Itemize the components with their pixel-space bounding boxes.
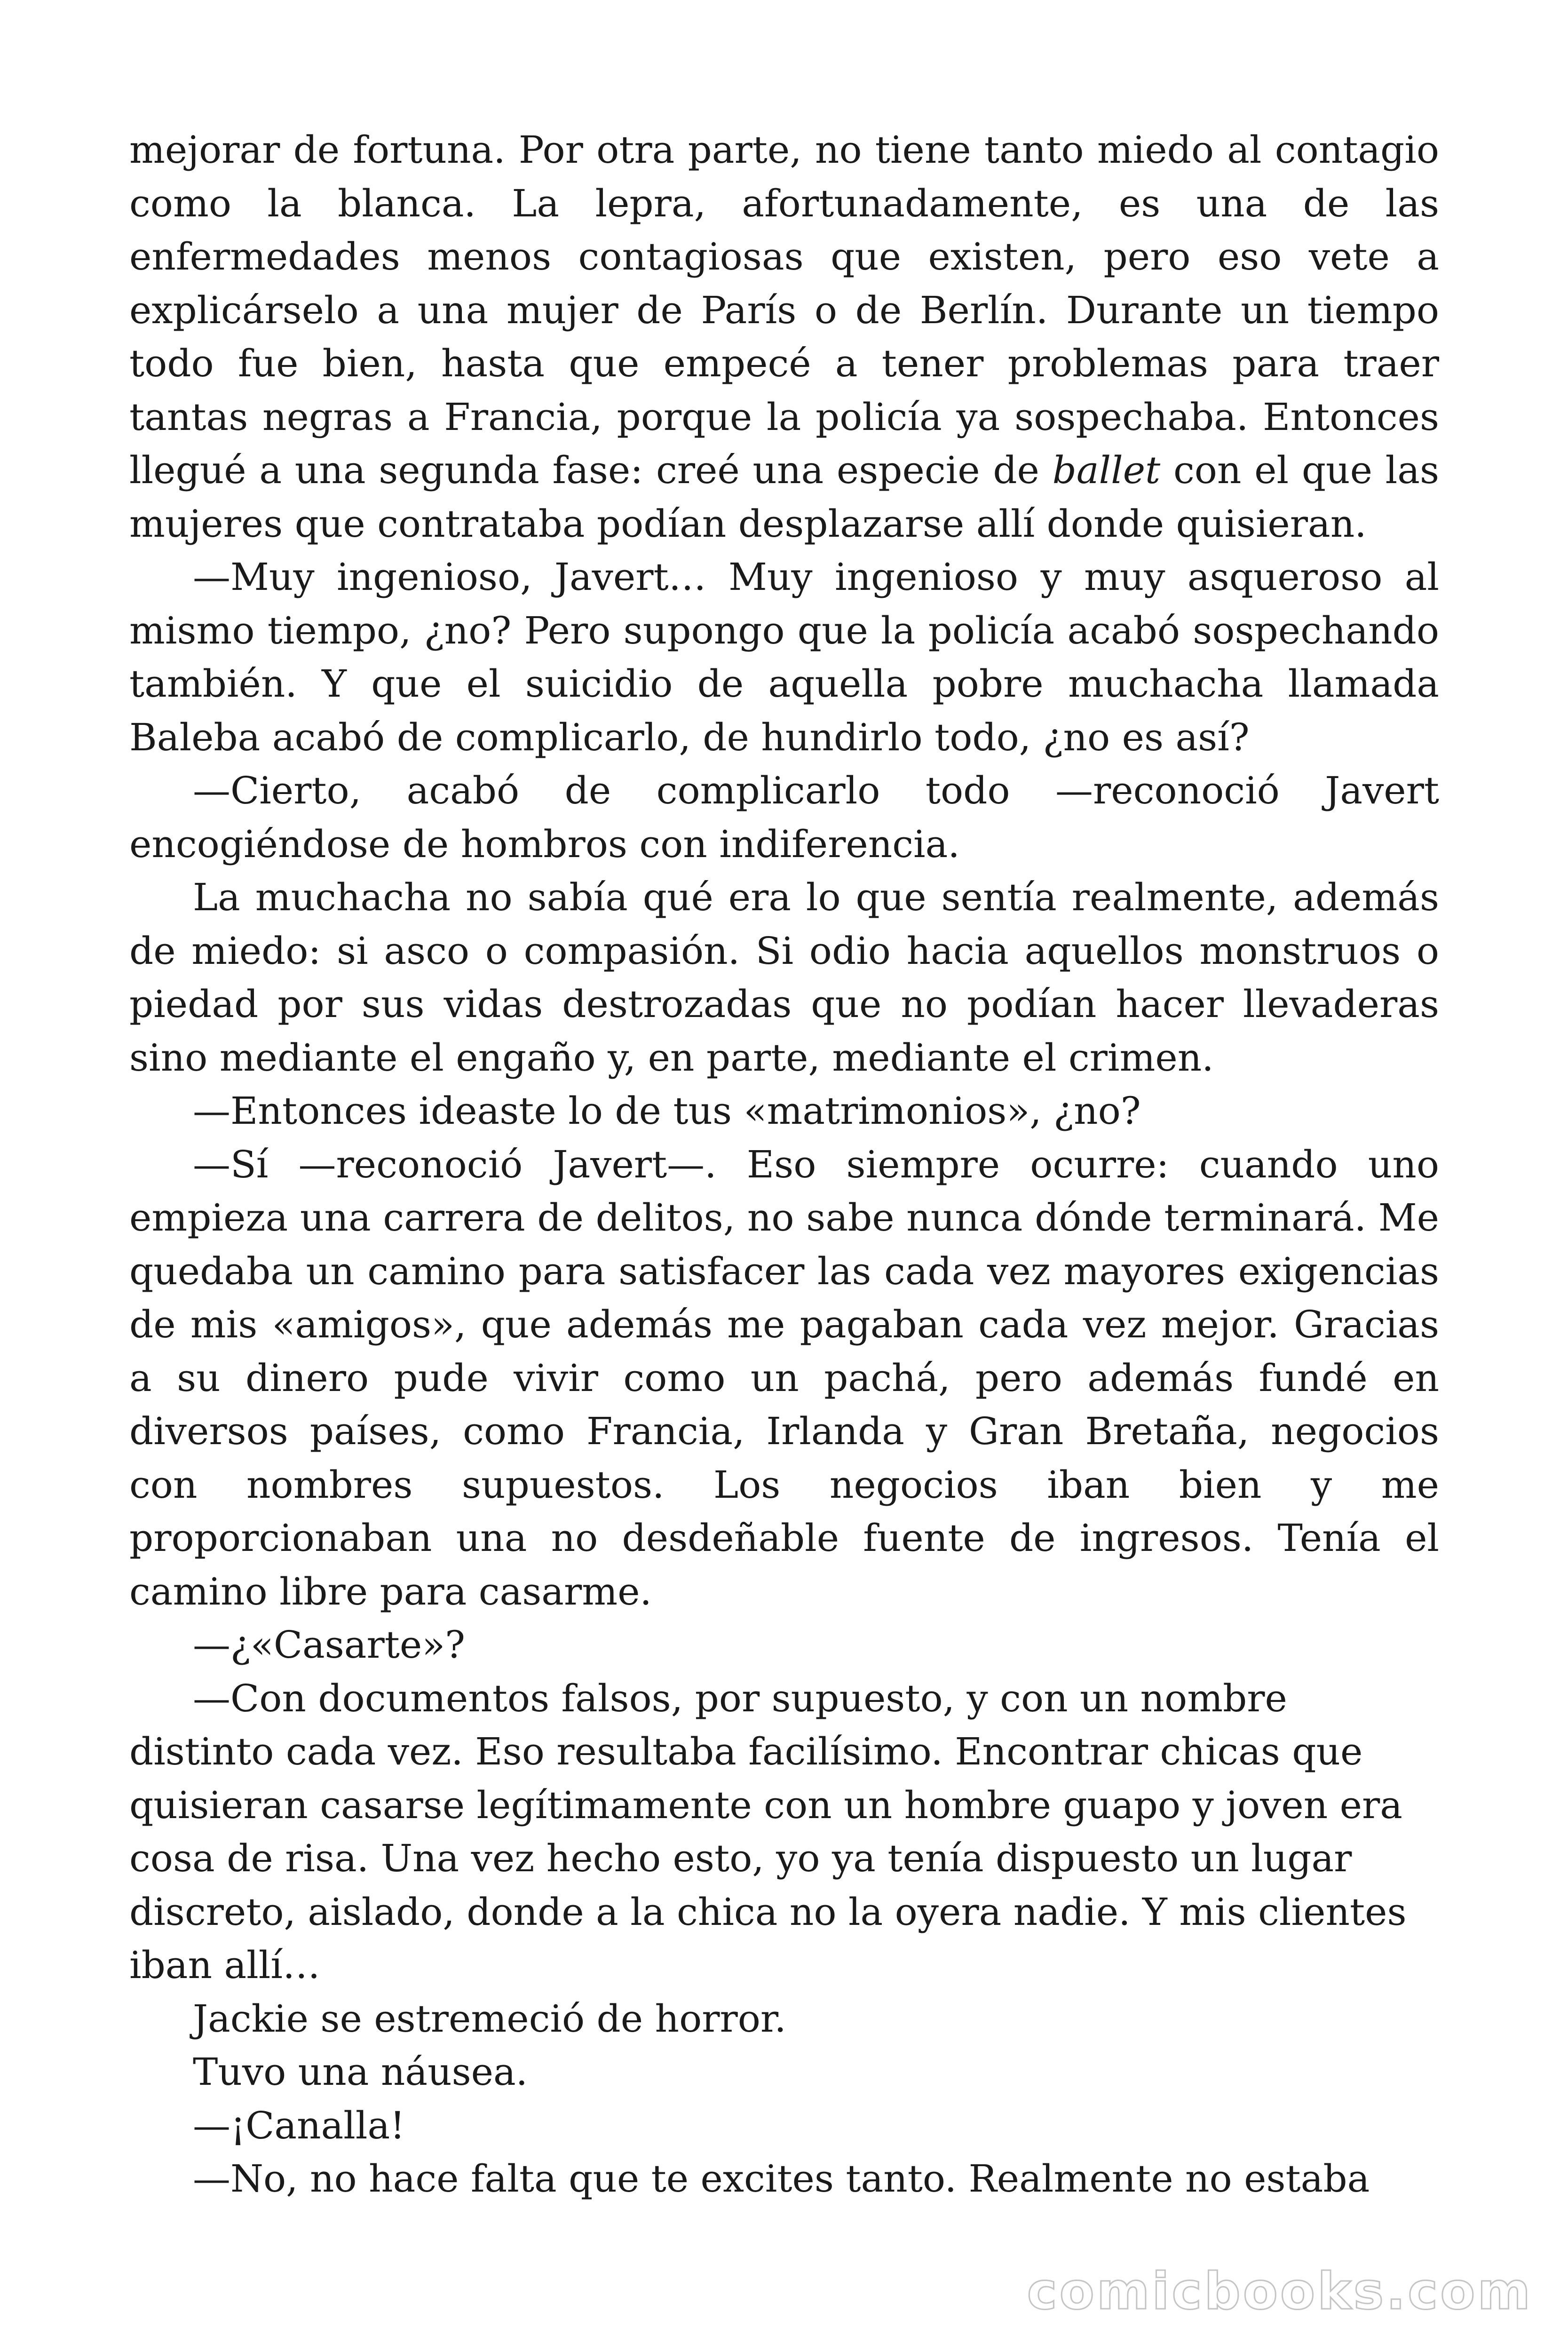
text-run: —Cierto, acabó de complicarlo todo —reconoció Javert encogiéndose de hombros con indiferencia. bbox=[129, 769, 1439, 866]
paragraph bbox=[129, 2045, 1439, 2099]
paragraph bbox=[129, 1672, 1439, 1992]
page-text bbox=[129, 123, 1439, 2206]
watermark: comicbooks.com bbox=[1027, 2262, 1533, 2321]
paragraph bbox=[129, 1992, 1439, 2046]
text-run: Tuvo una náusea. bbox=[193, 2050, 528, 2094]
paragraph bbox=[129, 2099, 1439, 2153]
text-run: mejorar de fortuna. Por otra parte, no tiene tanto miedo al contagio como la blanca. La lepra, afortunadamente, es una de las enfermedades menos contagiosas que existen, pero eso vete a explicárselo a una mujer de París o de Berlín. Durante un tiempo todo fue bien, hasta que empecé a tener problemas para traer tantas negras a Francia, porque la policía ya sospechaba. Entonces llegué a una segunda fase: creé una especie de bbox=[129, 128, 1439, 492]
text-run: —No, no hace falta que te excites tanto. Realmente no estaba bbox=[193, 2157, 1370, 2201]
text-run: con el que las mujeres que contrataba podían desplazarse allí donde quisieran. bbox=[129, 448, 1439, 546]
paragraph bbox=[129, 871, 1439, 1084]
text-run: Jackie se estremeció de horror. bbox=[193, 1996, 786, 2041]
text-run: —Sí —reconoció Javert—. Eso siempre ocurre: cuando uno empieza una carrera de delitos, no sabe nunca dónde terminará. Me quedaba un camino para satisfacer las cada vez mayores exigencias de mis «amigos», que además me pagaban cada vez mejor. Gracias a su dinero pude vivir como un pachá, pero además fundé en diversos países, como Francia, Irlanda y Gran Bretaña, negocios con nombres supuestos. Los negocios iban bien y me proporcionaban una no desdeñable fuente de ingresos. Tenía el camino libre para casarme. bbox=[129, 1142, 1439, 1613]
paragraph bbox=[129, 123, 1439, 550]
text-run: —Con documentos falsos, por supuesto, y con un nombre distinto cada vez. Eso resultaba facilísimo. Encontrar chicas que quisieran casarse legítimamente con un hombre guapo y joven era cosa de risa. Una vez hecho esto, yo ya tenía dispuesto un lugar discreto, aislado, donde a la chica no la oyera nadie. Y mis clientes iban allí… bbox=[129, 1676, 1407, 1987]
text-run: La muchacha no sabía qué era lo que sentía realmente, además de miedo: si asco o compasión. Si odio hacia aquellos monstruos o piedad por sus vidas destrozadas que no podían hacer llevaderas sino mediante el engaño y, en parte, mediante el crimen. bbox=[129, 875, 1439, 1080]
paragraph bbox=[129, 550, 1439, 764]
paragraph bbox=[129, 1138, 1439, 1619]
paragraph bbox=[129, 764, 1439, 871]
paragraph bbox=[129, 2152, 1439, 2206]
paragraph bbox=[129, 1618, 1439, 1672]
text-run: —¡Canalla! bbox=[193, 2103, 405, 2147]
text-run: —¿«Casarte»? bbox=[193, 1623, 466, 1667]
text-run: —Entonces ideaste lo de tus «matrimonios», ¿no? bbox=[193, 1089, 1141, 1133]
text-run: —Muy ingenioso, Javert… Muy ingenioso y muy asqueroso al mismo tiempo, ¿no? Pero supongo que la policía acabó sospechando también. Y que el suicidio de aquella pobre muchacha llamada Baleba acabó de complicarlo, de hundirlo todo, ¿no es así? bbox=[129, 555, 1439, 759]
italic-text-run: ballet bbox=[1052, 448, 1161, 492]
paragraph bbox=[129, 1084, 1439, 1138]
